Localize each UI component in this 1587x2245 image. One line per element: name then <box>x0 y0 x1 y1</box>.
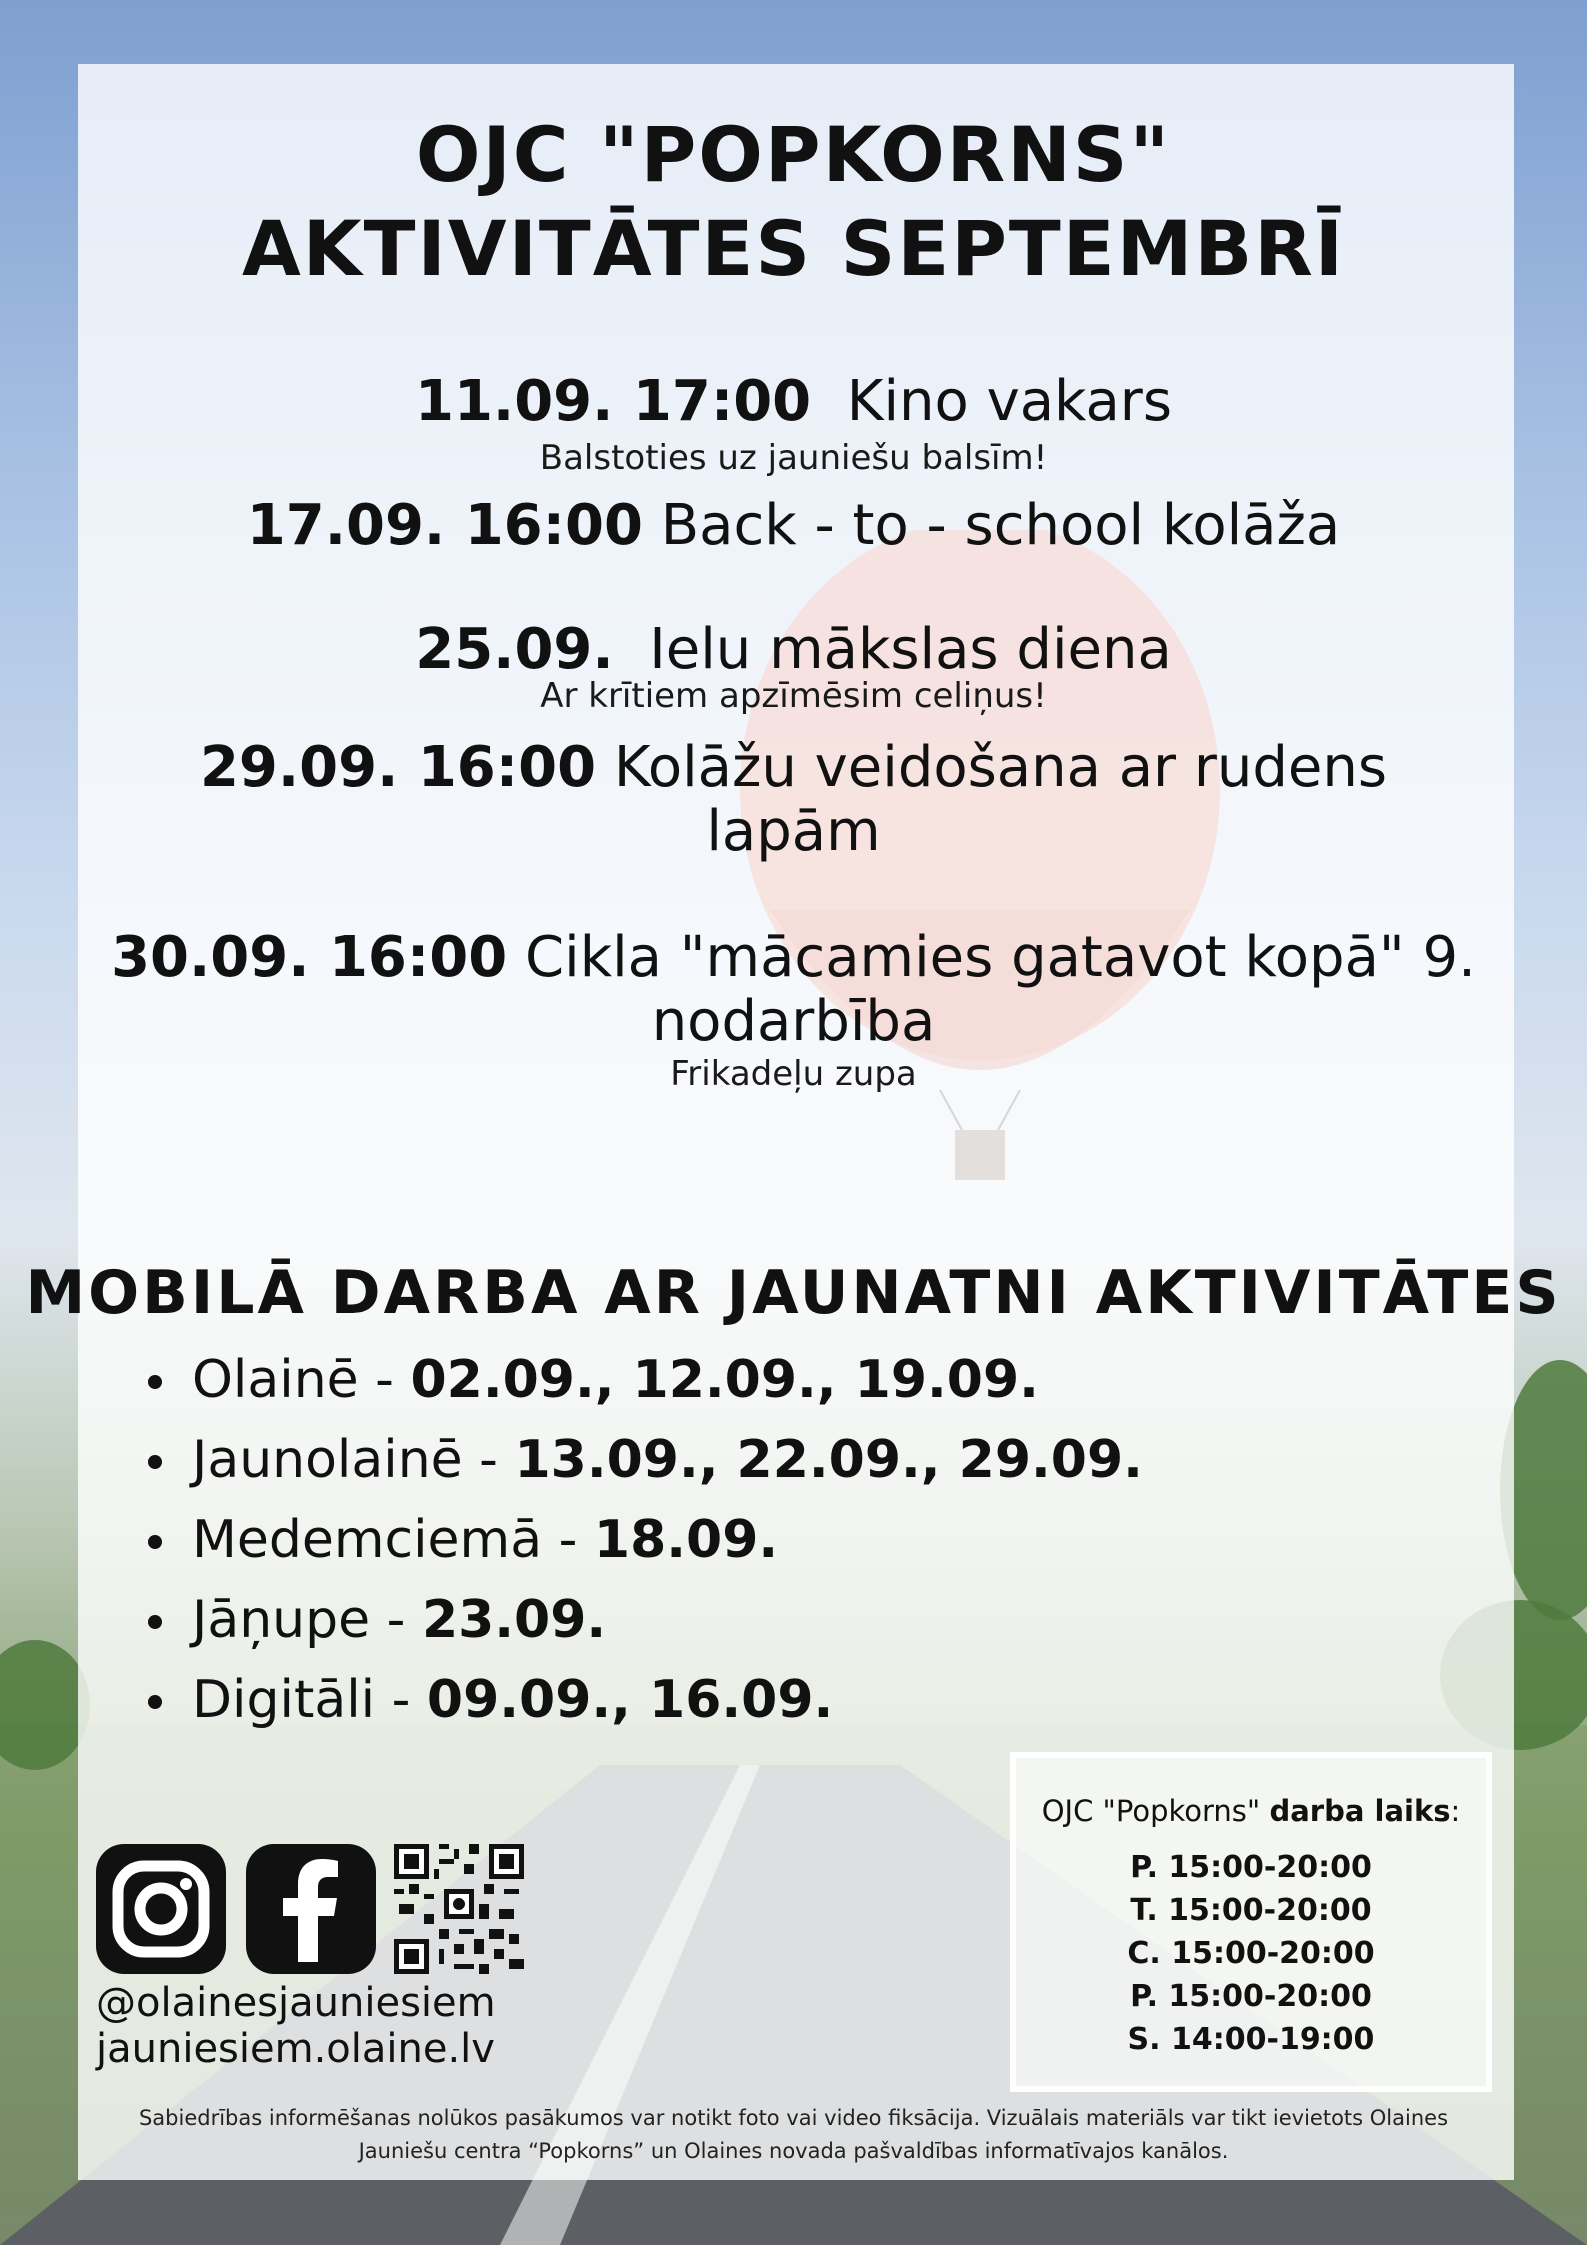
event-name-continued: lapām <box>706 799 881 864</box>
event-name: Kolāžu veidošana ar rudens <box>613 735 1388 800</box>
event-date: 25.09. <box>415 617 614 682</box>
event-name-continued: nodarbība <box>651 989 936 1054</box>
list-item: Medemciemā - 18.09. <box>148 1500 1143 1580</box>
opening-hours-line: T. 15:00-20:00 <box>1130 1893 1372 1928</box>
opening-hours-line: S. 14:00-19:00 <box>1127 2022 1375 2057</box>
facebook-icon[interactable] <box>246 1844 376 1974</box>
opening-hours-line: C. 15:00-20:00 <box>1127 1936 1375 1971</box>
event-name: Cikla "mācamies gatavot kopā" 9. <box>525 925 1476 990</box>
mobile-locations-list <box>148 1340 1143 1740</box>
title-line-1: OJC "POPKORNS" <box>415 110 1172 199</box>
event-date: 11.09. 17:00 <box>414 369 812 434</box>
list-item: Jaunolainē - 13.09., 22.09., 29.09. <box>148 1420 1143 1500</box>
event-item <box>0 924 1587 992</box>
event-name: Back - to - school kolāža <box>660 493 1341 558</box>
event-name: Kino vakars <box>846 369 1173 434</box>
event-date: 17.09. 16:00 <box>246 493 643 558</box>
event-item <box>0 368 1587 436</box>
event-name: Ielu mākslas diena <box>649 617 1172 682</box>
list-item: Digitāli - 09.09., 16.09. <box>148 1660 1143 1740</box>
event-date: 29.09. 16:00 <box>199 735 597 800</box>
instagram-handle[interactable]: @olainesjauniesiem <box>96 1980 496 2026</box>
event-list <box>0 368 1587 1096</box>
website-link[interactable]: jauniesiem.olaine.lv <box>96 2026 495 2072</box>
opening-hours-title: OJC "Popkorns" darba laiks: <box>1041 1794 1461 1828</box>
page-title <box>0 108 1587 296</box>
event-item <box>0 492 1587 560</box>
opening-hours-line: P. 15:00-20:00 <box>1130 1850 1372 1885</box>
instagram-icon[interactable] <box>96 1844 226 1974</box>
qr-code[interactable] <box>394 1844 524 1974</box>
list-item: Jāņupe - 23.09. <box>148 1580 1143 1660</box>
event-note: Balstoties uz jauniešu balsīm! <box>539 438 1048 478</box>
mobile-section-heading: MOBILĀ DARBA AR JAUNATNI AKTIVITĀTES <box>25 1258 1562 1328</box>
opening-hours-box <box>1010 1752 1492 2092</box>
event-date: 30.09. 16:00 <box>111 925 508 990</box>
contact-links <box>96 1980 496 2072</box>
event-item <box>0 734 1587 802</box>
event-note: Frikadeļu zupa <box>670 1054 917 1094</box>
opening-hours-line: P. 15:00-20:00 <box>1130 1979 1372 2014</box>
list-item: Olainē - 02.09., 12.09., 19.09. <box>148 1340 1143 1420</box>
footer-disclaimer: Sabiedrības informēšanas nolūkos pasākumos var notikt foto vai video fiksācija. Vizuālais materiāls var tikt ievietots Olaines Jauniešu centra “Popkorns” un Olaines novada pašvaldības informatīvajos kanālos. <box>138 2106 1449 2163</box>
title-line-2: AKTIVITĀTES SEPTEMBRĪ <box>241 204 1346 293</box>
event-note: Ar krītiem apzīmēsim celiņus! <box>540 676 1047 716</box>
